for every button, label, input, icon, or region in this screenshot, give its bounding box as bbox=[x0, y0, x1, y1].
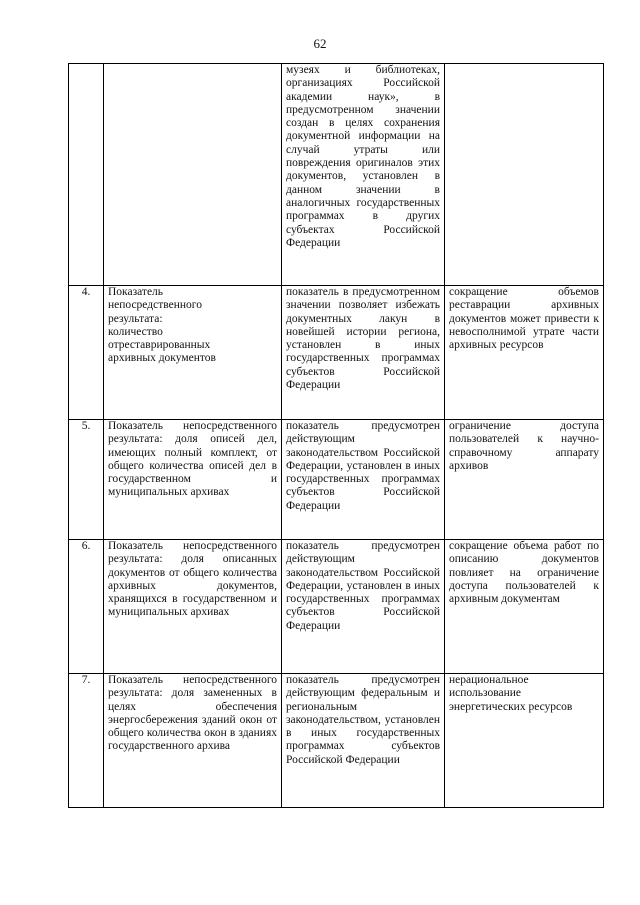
table-row bbox=[69, 420, 604, 540]
consequence-cell: сокращение объема работ по описанию документов повлияет на ограничение доступа пользователей к архивным документам bbox=[445, 540, 604, 674]
row-number-cell: 6. bbox=[69, 540, 104, 674]
page-number: 62 bbox=[313, 36, 327, 51]
table-row bbox=[69, 540, 604, 674]
rationale-cell: показатель предусмотрен действующим законодательством Российской Федерации, установлен в иных государственных программах субъектов Российской Федерации bbox=[282, 540, 445, 674]
indicators-table bbox=[68, 63, 604, 808]
indicator-cell: Показатель непосредственного результата: доля замененных в целях обеспечения энергосбережения зданий окон от общего количества окон в зданиях государственного архива bbox=[104, 674, 282, 808]
indicator-cell: Показатель непосредственного результата: доля описанных документов от общего количества архивных документов, хранящихся в государственном и муниципальных архивах bbox=[104, 540, 282, 674]
rationale-cell: показатель предусмотрен действующим законодательством Российской Федерации, установлен в иных государственных программах субъектов Российской Федерации bbox=[282, 420, 445, 540]
consequence-cell bbox=[445, 64, 604, 286]
row-number-cell: 7. bbox=[69, 674, 104, 808]
rationale-cell: показатель предусмотрен действующим федеральным и региональным законодательством, установлен в иных государственных программах субъектов Российской Федерации bbox=[282, 674, 445, 808]
indicator-cell bbox=[104, 64, 282, 286]
row-number-cell: 5. bbox=[69, 420, 104, 540]
table-row bbox=[69, 286, 604, 420]
rationale-cell: музеях и библиотеках, организациях Российской академии наук», в предусмотренном значении создан в целях сохранения документной информации на случай утраты или повреждения оригиналов этих документов, установлен в данном значении в аналогичных государственных программах в других субъектах Российской Федерации bbox=[282, 64, 445, 286]
indicator-cell: Показатель непосредственного результата: количество отреставрированных архивных документов bbox=[104, 286, 282, 420]
consequence-cell: ограничение доступа пользователей к научно-справочному аппарату архивов bbox=[445, 420, 604, 540]
indicator-cell: Показатель непосредственного результата: доля описей дел, имеющих полный комплект, от общего количества описей дел в государственном и муниципальных архивах bbox=[104, 420, 282, 540]
table-row bbox=[69, 64, 604, 286]
table-row bbox=[69, 674, 604, 808]
row-number-cell bbox=[69, 64, 104, 286]
consequence-cell: сокращение объемов реставрации архивных документов может привести к невосполнимой утрате части архивных ресурсов bbox=[445, 286, 604, 420]
consequence-cell: нерациональное использование энергетических ресурсов bbox=[445, 674, 604, 808]
rationale-cell: показатель в предусмотренном значении позволяет избежать документных лакун в новейшей истории региона, установлен в иных государственных программах субъектов Российской Федерации bbox=[282, 286, 445, 420]
row-number-cell: 4. bbox=[69, 286, 104, 420]
